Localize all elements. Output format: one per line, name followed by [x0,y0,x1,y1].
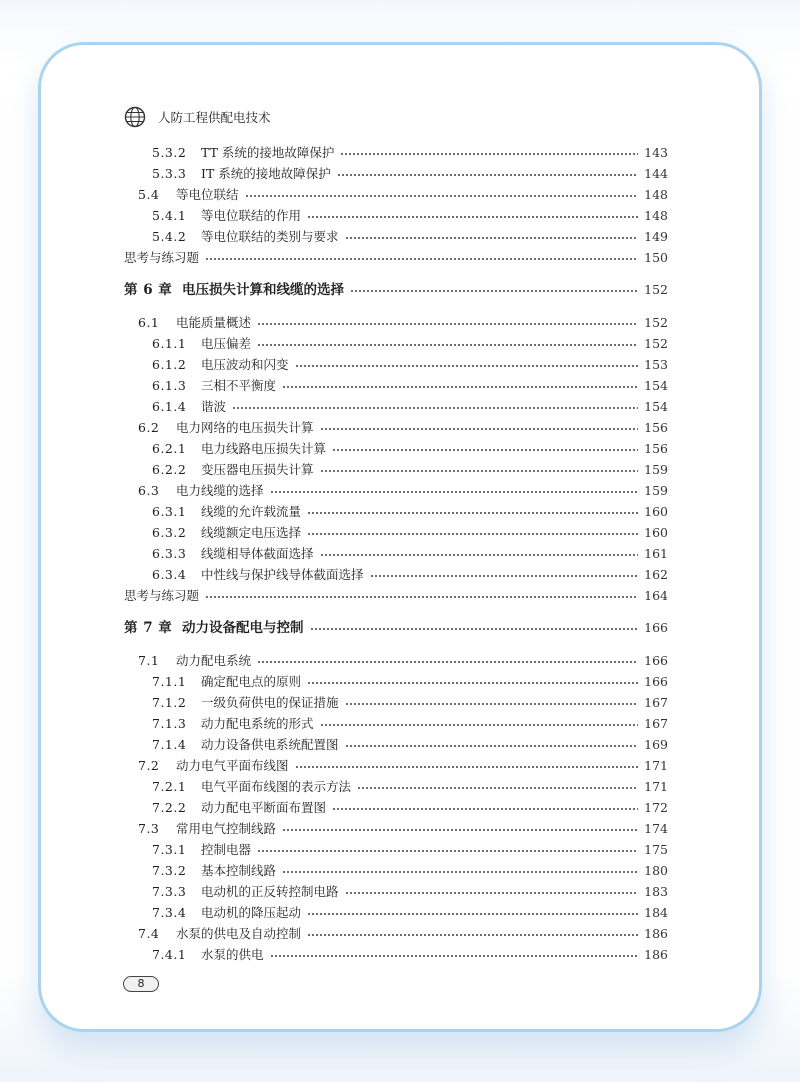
toc-page-number: 143 [644,145,668,160]
toc-title: 思考与练习题 [124,588,200,603]
toc-title: 确定配电点的原则 [201,674,302,689]
toc-leader-dots [357,777,638,797]
toc-title: 电压损失计算和线缆的选择 [182,282,344,298]
toc-number: 7.3.4 [152,905,187,920]
toc-leader-dots [332,798,638,818]
toc-leader-dots [295,355,638,375]
toc-leader-dots [307,206,638,226]
toc-title: 基本控制线路 [201,863,277,878]
toc-number: 7.2.1 [152,779,187,794]
toc-leader-dots [320,460,638,480]
toc-page-number: 154 [644,378,668,393]
toc-page-number: 162 [644,567,668,582]
toc-row [0,756,800,776]
toc-leader-dots [205,586,638,606]
toc-leader-dots [257,840,638,860]
toc-page-number: 156 [644,441,668,456]
toc-title: 谐波 [201,399,227,414]
toc-title: 电力线路电压损失计算 [201,441,327,456]
toc-number: 7.1.3 [152,716,187,731]
toc-leader-dots [320,544,638,564]
toc-leader-dots [295,756,638,776]
toc-title: 动力配电系统的形式 [201,716,314,731]
toc-page-number: 152 [644,282,668,297]
toc-number: 6.1 [138,315,160,330]
toc-title: 三相不平衡度 [201,378,277,393]
toc-page-number: 152 [644,336,668,351]
toc-row [0,143,800,163]
toc-row [0,882,800,902]
toc-page-number: 166 [644,674,668,689]
toc-page-number: 183 [644,884,668,899]
toc-title: 动力设备配电与控制 [182,620,304,636]
toc-number: 7.1.1 [152,674,187,689]
toc-page-number: 148 [644,208,668,223]
toc-leader-dots [310,618,638,638]
toc-page-number: 152 [644,315,668,330]
toc-title: IT 系统的接地故障保护 [201,166,331,181]
toc-number: 6.3 [138,483,160,498]
toc-page-number: 184 [644,905,668,920]
toc-title: 等电位联结的作用 [201,208,302,223]
toc-page-number: 167 [644,716,668,731]
toc-page-number: 180 [644,863,668,878]
toc-row [0,735,800,755]
toc-page-number: 164 [644,588,668,603]
toc-row [0,502,800,522]
toc-leader-dots [307,672,638,692]
toc-page-number: 161 [644,546,668,561]
toc-page-number: 172 [644,800,668,815]
toc-number: 7.4 [138,926,160,941]
toc-row [0,397,800,417]
toc-title: 思考与练习题 [124,250,200,265]
toc-page-number: 175 [644,842,668,857]
toc-title: 电力线缆的选择 [176,483,264,498]
toc-row [0,945,800,965]
toc-title: 电气平面布线图的表示方法 [201,779,352,794]
toc-leader-dots [320,418,638,438]
toc-number: 7.1.4 [152,737,187,752]
toc-page-number: 171 [644,758,668,773]
toc-leader-dots [205,248,638,268]
toc-leader-dots [257,334,638,354]
toc-page-number: 159 [644,462,668,477]
toc-title: 中性线与保护线导体截面选择 [201,567,364,582]
toc-title: 变压器电压损失计算 [201,462,314,477]
toc-row [0,248,800,268]
toc-page-number: 169 [644,737,668,752]
toc-row [0,544,800,564]
toc-page-number: 154 [644,399,668,414]
toc-title: 电能质量概述 [176,315,252,330]
toc-leader-dots [307,903,638,923]
toc-row [0,861,800,881]
toc-number: 5.3.3 [152,166,187,181]
toc-leader-dots [307,502,638,522]
toc-leader-dots [282,819,638,839]
toc-leader-dots [257,313,638,333]
toc-title: TT 系统的接地故障保护 [201,145,335,160]
toc-row [0,376,800,396]
toc-title: 线缆额定电压选择 [201,525,302,540]
toc-row [0,651,800,671]
toc-title: 线缆的允许载流量 [201,504,302,519]
toc-row [0,565,800,585]
toc-number: 7.4.1 [152,947,187,962]
toc-leader-dots [345,693,638,713]
toc-title: 等电位联结的类别与要求 [201,229,339,244]
toc-number: 6.1.1 [152,336,187,351]
toc-row [0,206,800,226]
toc-number: 7.2 [138,758,160,773]
toc-page-number: 148 [644,187,668,202]
toc-chapter-row [0,280,800,300]
toc-title: 线缆相导体截面选择 [201,546,314,561]
toc-leader-dots [282,861,638,881]
toc-row [0,924,800,944]
toc-number: 6.3.3 [152,546,187,561]
toc-number: 6.2.2 [152,462,187,477]
toc-title: 电压偏差 [201,336,252,351]
toc-row [0,586,800,606]
toc-page-number: 149 [644,229,668,244]
toc-number: 7.3 [138,821,160,836]
toc-row [0,185,800,205]
toc-leader-dots [270,481,638,501]
toc-title: 水泵的供电 [201,947,264,962]
toc-page-number: 144 [644,166,668,181]
toc-chapter-row [0,618,800,638]
toc-row [0,777,800,797]
toc-number: 5.4.1 [152,208,187,223]
toc-title: 常用电气控制线路 [176,821,277,836]
toc-number: 5.4 [138,187,160,202]
toc-row [0,481,800,501]
toc-leader-dots [337,164,638,184]
toc-number: 7.3.3 [152,884,187,899]
toc-page-number: 153 [644,357,668,372]
toc-number: 7.3.2 [152,863,187,878]
toc-number: 6.1.3 [152,378,187,393]
toc-title: 动力配电平断面布置图 [201,800,327,815]
toc-page-number: 156 [644,420,668,435]
toc-number: 第 6 章 [124,282,173,298]
toc-number: 6.2.1 [152,441,187,456]
toc-leader-dots [270,945,638,965]
toc-row [0,439,800,459]
toc-leader-dots [345,735,638,755]
toc-page-number: 166 [644,620,668,635]
toc-row [0,523,800,543]
toc-row [0,460,800,480]
toc-leader-dots [282,376,638,396]
book-title: 人防工程供配电技术 [158,110,271,125]
toc-row [0,227,800,247]
toc-number: 7.1.2 [152,695,187,710]
toc-row [0,840,800,860]
toc-leader-dots [345,227,638,247]
toc-number: 第 7 章 [124,620,173,636]
toc-title: 动力设备供电系统配置图 [201,737,339,752]
toc-row [0,714,800,734]
toc-row [0,798,800,818]
toc-page-number: 166 [644,653,668,668]
toc-leader-dots [370,565,638,585]
toc-title: 水泵的供电及自动控制 [176,926,302,941]
toc-page-number: 174 [644,821,668,836]
toc-number: 6.3.4 [152,567,187,582]
toc-row [0,819,800,839]
toc-number: 5.3.2 [152,145,187,160]
toc-number: 6.3.2 [152,525,187,540]
toc-page-number: 160 [644,504,668,519]
toc-number: 6.1.2 [152,357,187,372]
toc-page-number: 159 [644,483,668,498]
toc-number: 5.4.2 [152,229,187,244]
toc-page-number: 186 [644,926,668,941]
toc-title: 等电位联结 [176,187,239,202]
toc-number: 7.3.1 [152,842,187,857]
page-number: 8 [123,976,159,992]
toc-page-number: 171 [644,779,668,794]
toc-number: 6.1.4 [152,399,187,414]
toc-number: 6.2 [138,420,160,435]
toc-row [0,313,800,333]
toc-row [0,164,800,184]
toc-title: 电动机的降压起动 [201,905,302,920]
toc-leader-dots [307,523,638,543]
toc-page-number: 150 [644,250,668,265]
toc-page-number: 167 [644,695,668,710]
toc-title: 动力电气平面布线图 [176,758,289,773]
toc-number: 6.3.1 [152,504,187,519]
toc-title: 动力配电系统 [176,653,252,668]
toc-leader-dots [350,280,638,300]
toc-leader-dots [320,714,638,734]
toc-leader-dots [307,924,638,944]
toc-row [0,672,800,692]
toc-title: 电力网络的电压损失计算 [176,420,314,435]
toc-page-number: 160 [644,525,668,540]
toc-leader-dots [257,651,638,671]
toc-leader-dots [340,143,638,163]
toc-title: 电压波动和闪变 [201,357,289,372]
toc-leader-dots [345,882,638,902]
toc-row [0,693,800,713]
toc-title: 电动机的正反转控制电路 [201,884,339,899]
toc-row [0,334,800,354]
toc-title: 控制电器 [201,842,252,857]
toc-number: 7.2.2 [152,800,187,815]
toc-row [0,418,800,438]
toc-title: 一级负荷供电的保证措施 [201,695,339,710]
toc-page-number: 186 [644,947,668,962]
toc-leader-dots [332,439,638,459]
toc-number: 7.1 [138,653,160,668]
toc-row [0,355,800,375]
toc-row [0,903,800,923]
toc-leader-dots [232,397,638,417]
toc-leader-dots [245,185,638,205]
